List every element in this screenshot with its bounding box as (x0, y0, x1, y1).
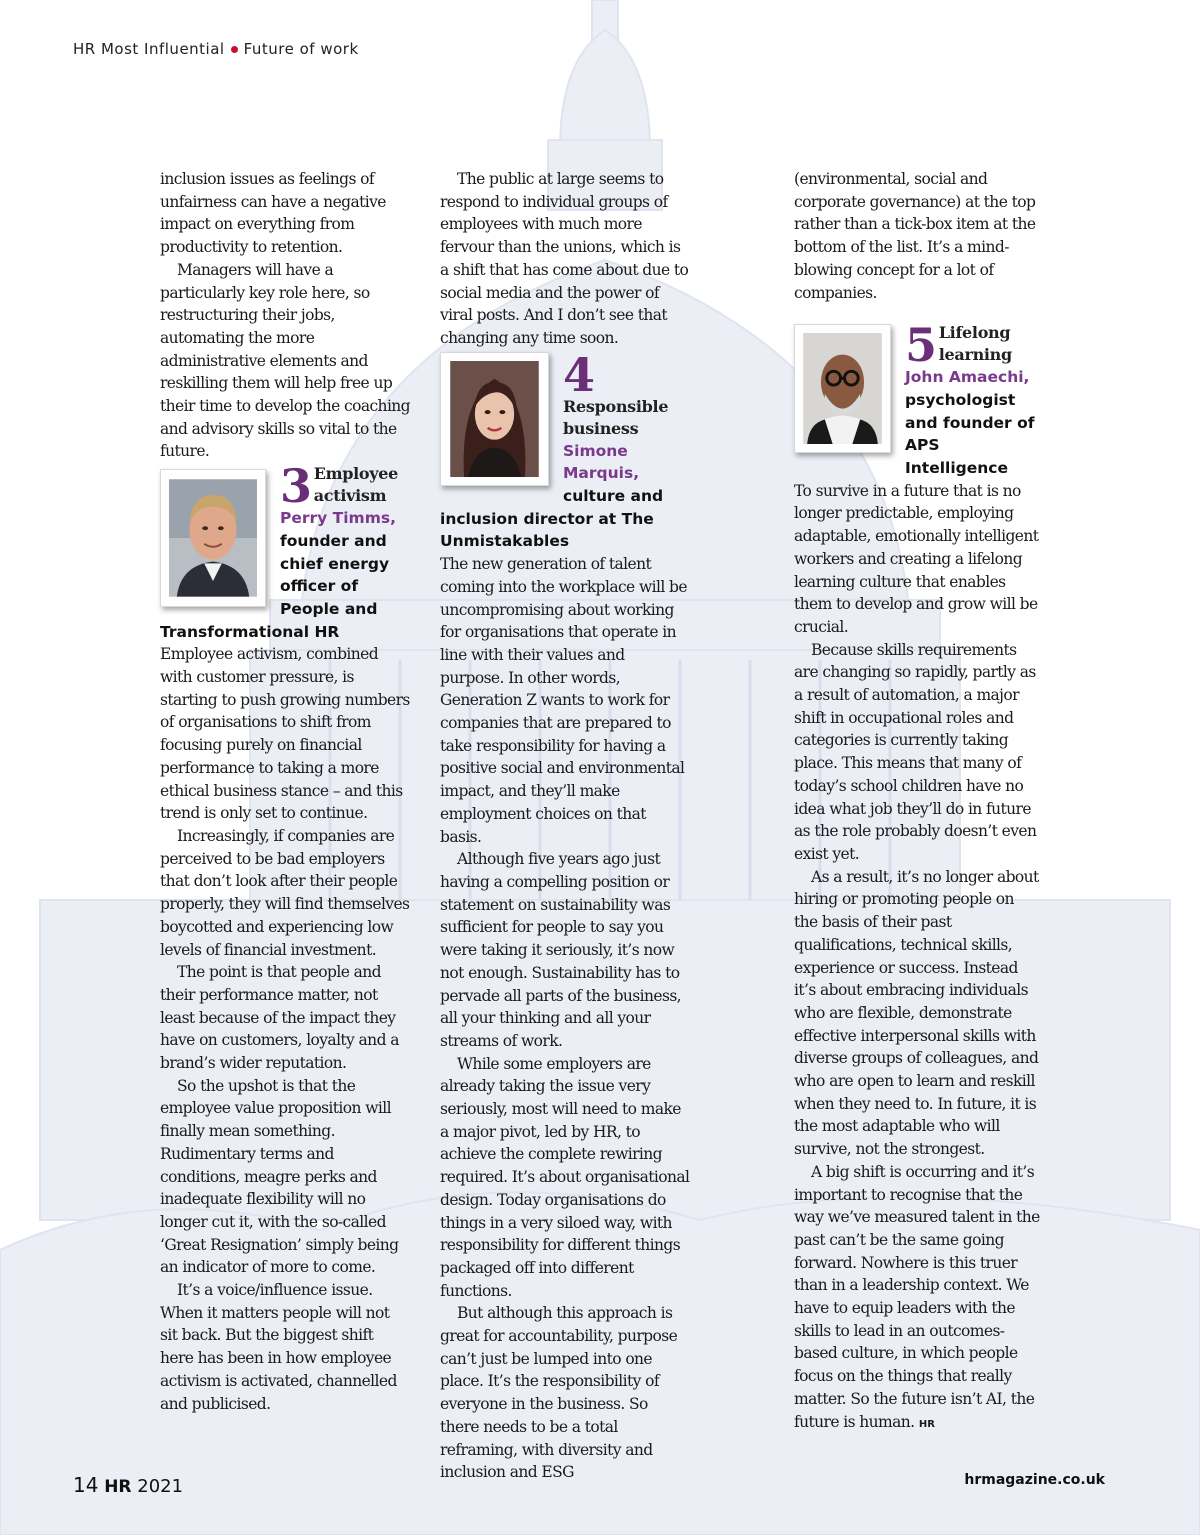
trend-block-4 (440, 347, 690, 554)
trend-title-line1: Lifelong (938, 323, 1011, 343)
person-name: John Amaechi, (905, 368, 1030, 387)
paragraph: The public at large seems to respond to individual groups of employees with much more fervour than the unions, which is a shift that has come about due to social media and the power of viral posts. And I don’t see that changing any time soon. (440, 170, 689, 347)
end-mark: HR (918, 1418, 935, 1430)
paragraph-text: A big shift is occurring and it’s important to recognise that the way we’ve measured talent in the past can’t be the same going forward. Nowhere is this truer than in a leadership context. We have to equip leaders with the skills to lead in an outcomes-based culture, in which people focus on the things that really matter. So the future isn’t AI, the future is human. (794, 1162, 1040, 1431)
column-3 (794, 168, 1040, 1436)
paragraph: But although this approach is great for accountability, purpose can’t just be lumped into one place. It’s the responsibility of everyone in the business. So there needs to be a total reframing, with diversity and inclusion and ESG (440, 1304, 678, 1482)
page-footer (73, 1473, 183, 1497)
trend-title-line2: business (563, 418, 639, 438)
trend-block-5 (794, 318, 1040, 480)
header-topic: Future of work (243, 40, 359, 58)
portrait-image (449, 361, 540, 477)
running-header (73, 40, 359, 58)
trend-title-line2: activism (313, 486, 387, 506)
portrait-photo-simone-marquis (440, 352, 549, 486)
paragraph: While some employers are already taking the issue very seriously, most will need to make a major pivot, led by HR, to achieve the complete rewiring required. It’s about organisational design. Today organisations do things in a very siloed way, with responsibility for different things packaged off into different functions. (440, 1054, 690, 1300)
trend-number: 3 (280, 459, 312, 514)
trend-title-line2: learning (938, 345, 1012, 365)
person-name: Simone Marquis, (563, 441, 640, 483)
person-role: psychologist and founder of APS Intelligence (905, 390, 1035, 478)
paragraph: Because skills requirements are changing so rapidly, partly as a result of automation, a major shift in occupational roles and categories is currently taking place. This means that many of today’s school children have no idea what job they’ll do in future as the role probably doesn’t even exist yet. (794, 640, 1037, 863)
trend-title-line1: Employee (313, 464, 399, 484)
paragraph: So the upshot is that the employee value proposition will finally mean something. Rudimentary terms and conditions, meagre perks and inadequate flexibility will no longer cut it, with the so-called ‘Great Resignation’ simply being an indicator of more to come. (160, 1076, 399, 1277)
portrait-photo-john-amaechi (794, 324, 891, 453)
paragraph: To survive in a future that is no longer predictable, employing adaptable, emotionally intelligent workers and creating a lifelong learning culture that enables them to develop and grow will be crucial. (794, 481, 1039, 636)
magazine-brand: HR (104, 1477, 132, 1497)
paragraph (794, 1161, 1040, 1436)
paragraph: Managers will have a particularly key role here, so restructuring their jobs, automating the more administrative elements and reskilling them will help free up their time to develop the coaching and advisory skills so vital to the future. (160, 260, 411, 461)
trend-number: 4 (563, 347, 595, 402)
person-role: culture and inclusion director at The Unmistakables (440, 487, 664, 551)
trend-title-line1: Responsible (563, 396, 669, 416)
paragraph: The point is that people and their performance matter, not least because of the impact they have on customers, loyalty and a brand’s wider reputation. (160, 963, 399, 1073)
paragraph: The new generation of talent coming into the workplace will be uncompromising about working for organisations that operate in line with their values and purpose. In other words, Generation Z wants to work for companies that are prepared to take responsibility for having a positive social and environmental impact, and they’ll make employment choices on that basis. (440, 555, 687, 846)
portrait-image (803, 333, 882, 444)
paragraph: (environmental, social and corporate governance) at the top rather than a tick-box item at the bottom of the list. It’s a mind-blowing concept for a lot of companies. (794, 170, 1036, 302)
column-1 (160, 168, 410, 1415)
paragraph: Although five years ago just having a compelling position or statement on sustainability was sufficient for people to say you were taking it seriously, it’s now not enough. Sustainability has to pervade all parts of the business, all your thinking and all your streams of work. (440, 850, 682, 1050)
paragraph: Increasingly, if companies are perceived to be bad employers that don’t look after their people properly, they will find themselves boycotted and experiencing low levels of financial investment. (160, 826, 410, 959)
bullet-dot-icon (231, 46, 238, 53)
website-url: hrmagazine.co.uk (964, 1472, 1105, 1488)
portrait-image (169, 478, 257, 598)
page-number: 14 (73, 1473, 99, 1497)
paragraph: As a result, it’s no longer about hiring or promoting people on the basis of their past qualifications, technical skills, experience or success. Instead it’s about embracing individuals who are flexible, demonstrate effective interpersonal skills with diverse groups of colleagues, and who are open to learn and reskill when they need to. In future, it is the most adaptable who will survive, not the strongest. (794, 867, 1039, 1159)
paragraph: It’s a voice/influence issue. When it matters people will not sit back. But the biggest shift here has been in how employee activism is activated, channelled and publicised. (160, 1281, 397, 1413)
person-name: Perry Timms, (280, 509, 396, 528)
person-role: founder and chief energy officer of People and Transformational HR (160, 531, 390, 641)
column-2 (440, 168, 690, 1484)
trend-block-3 (160, 459, 410, 643)
portrait-photo-perry-timms (160, 469, 266, 607)
trend-number: 5 (905, 318, 937, 373)
issue-year: 2021 (137, 1476, 184, 1497)
header-section: HR Most Influential (73, 40, 225, 58)
paragraph: inclusion issues as feelings of unfairness can have a negative impact on everything from productivity to retention. (160, 170, 386, 257)
paragraph: Employee activism, combined with customer pressure, is starting to push growing numbers of organisations to shift from focusing purely on financial performance to taking a more ethical business stance – and this trend is only set to continue. (160, 645, 410, 823)
